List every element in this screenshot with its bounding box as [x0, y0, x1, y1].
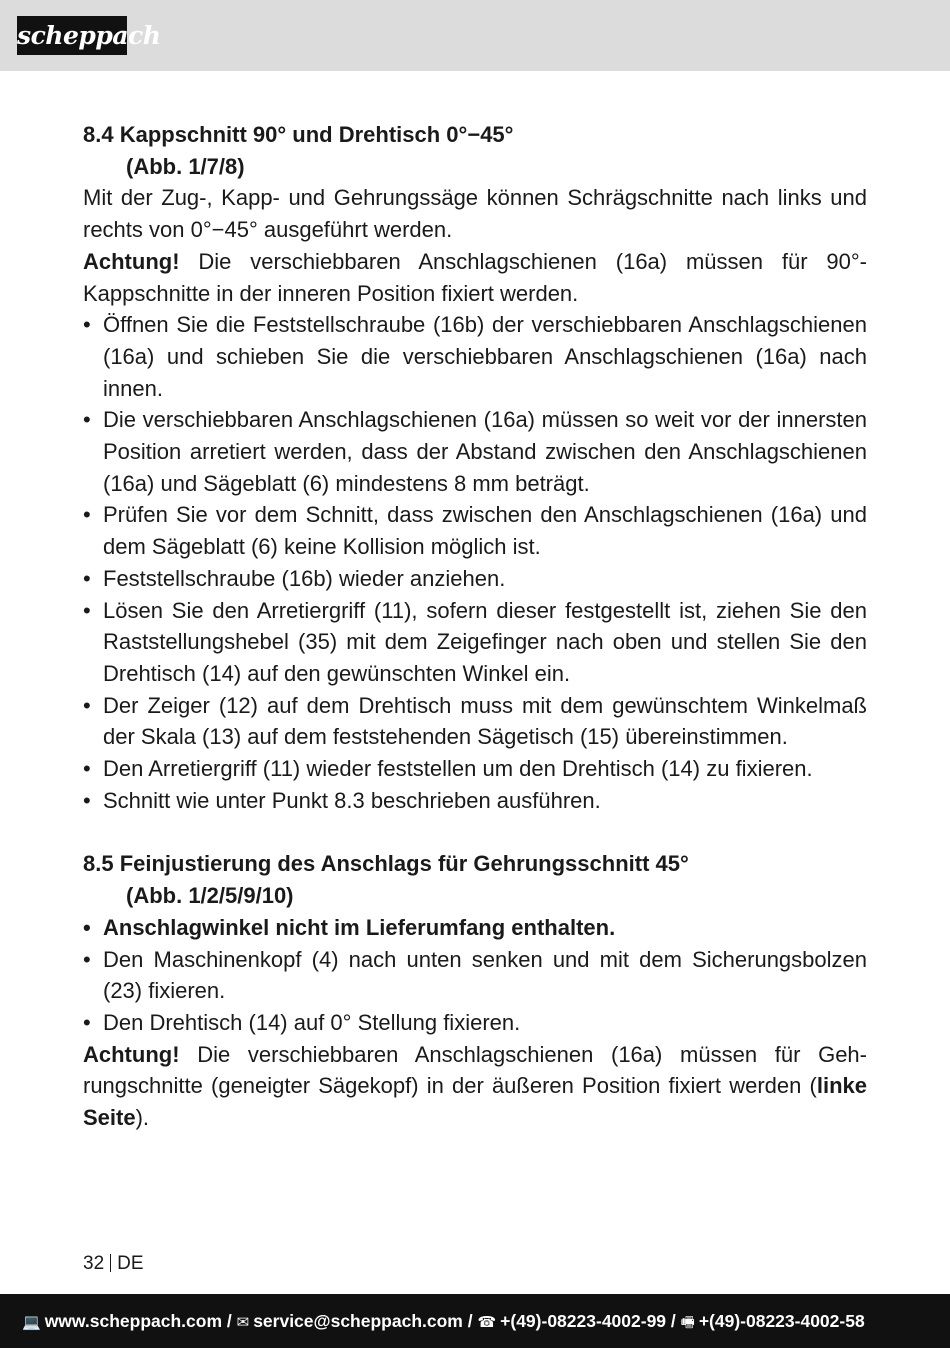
warning-text: Die verschiebbaren Anschlagschienen (16a) müssen für Gehrungschnitte (geneigter Sägekopf) in der äußeren Position fixiert werden (	[83, 1041, 867, 1099]
list-item: • Feststellschraube (16b) wieder anziehen.	[83, 563, 867, 595]
section-84-title: 8.4 Kappschnitt 90° und Drehtisch 0°−45°	[83, 122, 514, 147]
fax-icon: 🖷	[680, 1314, 695, 1331]
envelope-icon: ✉	[236, 1314, 250, 1331]
section-85-steps	[83, 912, 867, 1039]
section-85-warning	[83, 1039, 867, 1134]
page-language: DE	[117, 1253, 144, 1274]
section-84-intro: Mit der Zug-, Kapp- und Gehrungssäge können Schrägschnitte nach links und rechts von 0°−45° ausgeführt werden.	[83, 185, 867, 243]
warning-label: Achtung!	[83, 1041, 180, 1067]
header-bar	[0, 0, 950, 71]
list-item: • Die verschiebbaren Anschlagschienen (16a) müssen so weit vor der innersten Position arretiert werden, dass der Abstand zwischen den Anschlagschienen (16a) und Sägeblatt (6) mindestens 8 mm beträgt.	[83, 404, 867, 499]
section-spacer	[83, 816, 867, 848]
warning-label: Achtung!	[83, 248, 180, 274]
list-item-note: • Anschlagwinkel nicht im Lieferumfang enthalten.	[83, 912, 867, 944]
warning-end: ).	[135, 1105, 150, 1131]
section-84-subtitle: (Abb. 1/7/8)	[126, 153, 245, 179]
section-85-subtitle: (Abb. 1/2/5/9/10)	[126, 883, 294, 909]
page-number-value: 32	[83, 1253, 105, 1274]
section-84-heading	[83, 119, 867, 182]
footer-contacts	[22, 1294, 865, 1350]
warning-emphasis: linke Seite	[83, 1073, 867, 1131]
footer-website: www.scheppach.com /	[44, 1311, 232, 1331]
page-content	[83, 119, 867, 1134]
section-85-title: 8.5 Feinjustierung des Anschlags für Gehrungsschnitt 45°	[83, 851, 689, 877]
footer-fax: +(49)-08223-4002-58	[698, 1311, 865, 1331]
footer-phone: +(49)-08223-4002-99 /	[500, 1311, 676, 1331]
list-item: • Schnitt wie unter Punkt 8.3 beschrieben ausführen.	[83, 785, 867, 817]
list-item: • Lösen Sie den Arretiergriff (11), sofern dieser festgestellt ist, ziehen Sie den Raststellungshebel (35) mit dem Zeigefinger nach oben und stellen Sie den Drehtisch (14) auf den gewünschten Winkel ein.	[83, 595, 867, 690]
page-number	[83, 1253, 144, 1275]
list-item: • Den Maschinenkopf (4) nach unten senken und mit dem Sicherungsbolzen (23) fixieren.	[83, 944, 867, 1007]
warning-text: Die verschiebbaren Anschlagschienen (16a) müssen für 90°-Kappschnitte in der inneren Position fixiert werden.	[83, 248, 867, 306]
section-84-steps	[83, 309, 867, 816]
brand-logo: scheppach	[17, 16, 127, 55]
page-number-divider	[110, 1254, 111, 1272]
list-item: • Den Drehtisch (14) auf 0° Stellung fixieren.	[83, 1007, 867, 1039]
section-85-heading	[83, 848, 867, 911]
list-item: • Den Arretiergriff (11) wieder feststellen um den Drehtisch (14) zu fixieren.	[83, 753, 867, 785]
list-item: • Öffnen Sie die Feststellschraube (16b) der verschiebbaren Anschlagschienen (16a) und schieben Sie die verschiebbaren Anschlagschienen (16a) nach innen.	[83, 309, 867, 404]
section-84-warning	[83, 246, 867, 309]
telephone-icon: ☎	[477, 1314, 497, 1331]
list-item: • Prüfen Sie vor dem Schnitt, dass zwischen den Anschlagschienen (16a) und dem Sägeblatt (6) keine Kollision möglich ist.	[83, 499, 867, 562]
footer-bar	[0, 1294, 950, 1348]
footer-email: service@scheppach.com /	[253, 1311, 473, 1331]
list-item: • Der Zeiger (12) auf dem Drehtisch muss mit dem gewünschtem Winkelmaß der Skala (13) auf dem feststehenden Sägetisch (15) übereinstimmen.	[83, 690, 867, 753]
computer-icon: 💻	[22, 1314, 41, 1331]
